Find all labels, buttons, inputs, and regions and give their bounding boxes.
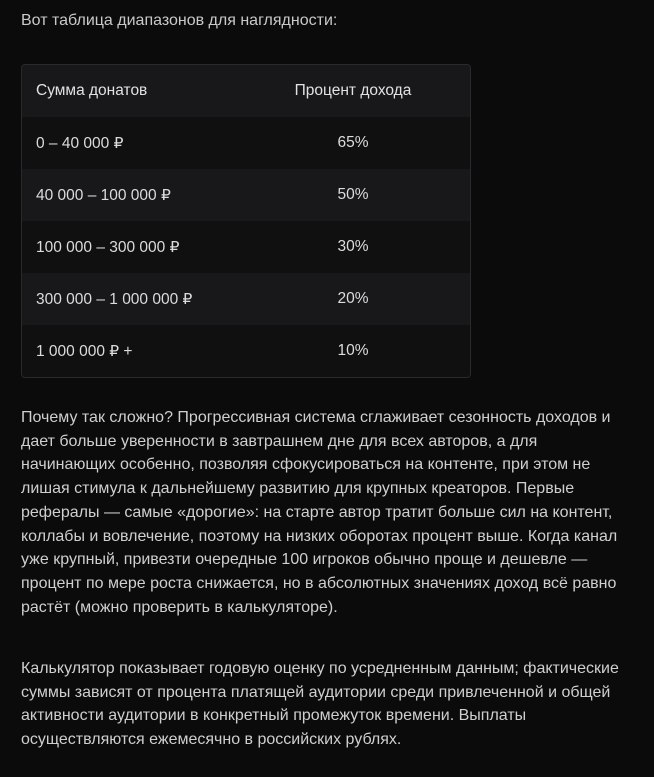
range-cell: 100 000 – 300 000 ₽ [36,238,180,256]
range-cell: 0 – 40 000 ₽ [36,134,124,152]
percent-cell: 65% [337,134,369,151]
column-header-sum: Сумма донатов [36,82,148,99]
range-cell: 300 000 – 1 000 000 ₽ [36,290,193,308]
percent-cell: 20% [337,290,369,307]
intro-text: Вот таблица диапазонов для наглядности: [21,12,338,29]
explanation-paragraph: Почему так сложно? Прогрессивная система сглаживает сезонность доходов и дает больше уверенности в завтрашнем дне для всех авторов, а для начинающих особенно, позволяя сфокусироваться на контенте, при этом не лишая стимула к дальнейшему развитию для крупных креаторов. Первые рефералы — самые «дорогие»: на старте автор тратит больше сил на контент, коллабы и вовлечение, поэтому на низких оборотах процент выше. Когда канал уже крупный, привезти очередные 100 игроков обычно проще и дешевле — процент по мере роста снижается, но в абсолютных значениях доход всё равно растёт (можно проверить в калькуляторе). [21,409,618,616]
percent-cell: 30% [337,238,369,255]
table-row [22,325,470,377]
percent-cell: 10% [337,342,369,359]
table-row [22,169,470,221]
range-cell: 1 000 000 ₽ + [36,342,133,360]
calculator-note-paragraph: Калькулятор показывает годовую оценку по усредненным данным; фактические суммы зависят от процента платящей аудитории среди привлеченной и общей активности аудитории в конкретный промежуток времени. Выплаты осуществляются ежемесячно в российских рублях. [21,660,619,749]
table-header-row [22,65,470,117]
table-row [22,221,470,273]
table-row [22,117,470,169]
column-header-percent: Процент дохода [294,82,412,99]
range-cell: 40 000 – 100 000 ₽ [36,186,171,204]
donation-range-table [21,64,471,378]
table-row [22,273,470,325]
percent-cell: 50% [337,186,369,203]
